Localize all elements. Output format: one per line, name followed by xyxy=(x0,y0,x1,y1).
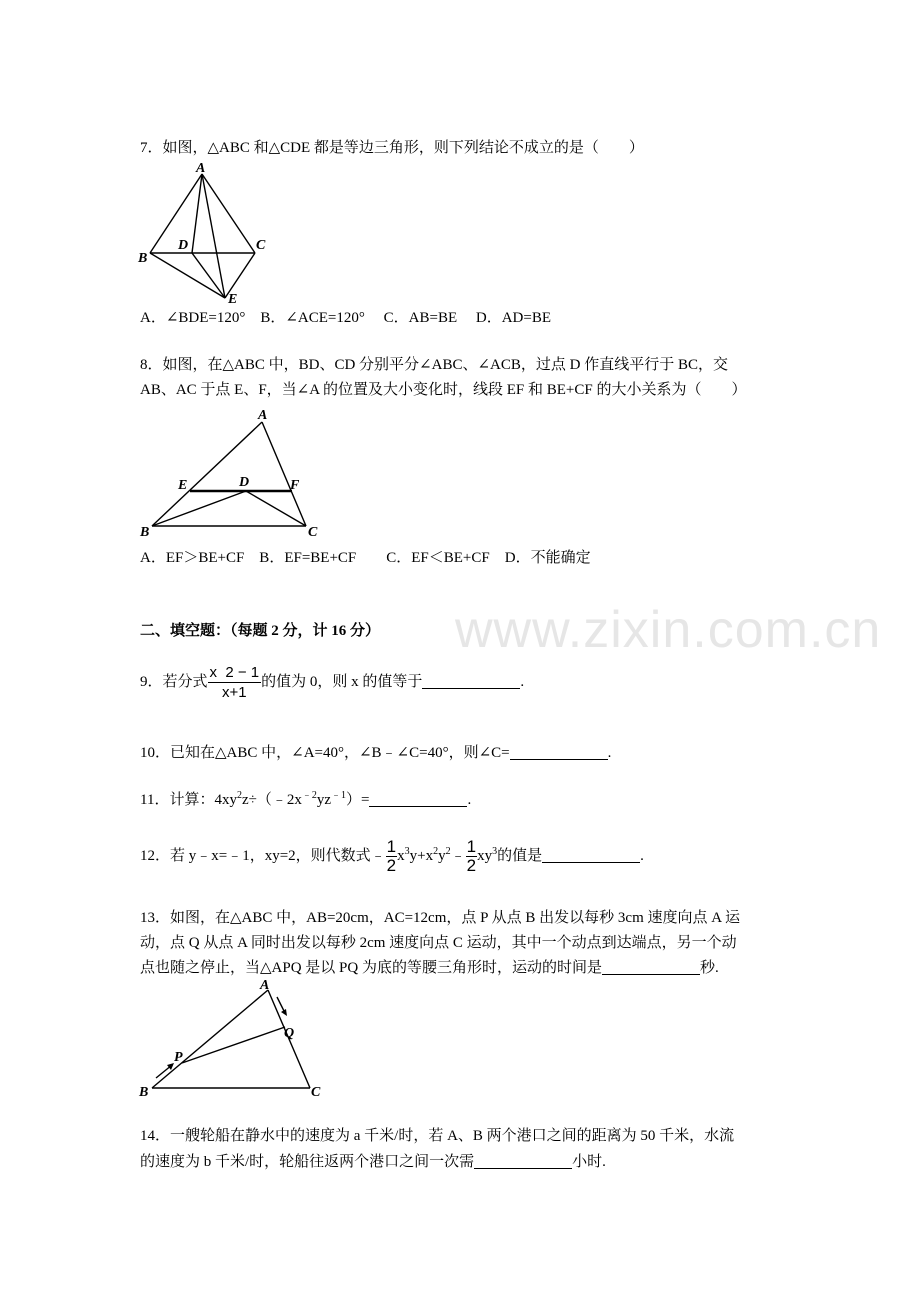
q7-figure xyxy=(130,158,280,308)
q12-half-1-den: 2 xyxy=(386,856,397,876)
q11-part4: ）= xyxy=(346,792,370,808)
q12-e4: 3 xyxy=(492,846,498,857)
q7-label-a: A xyxy=(196,161,206,176)
q10-text: 10．已知在△ABC 中，∠A=40°，∠B﹣∠C=40°，则∠C= xyxy=(140,745,510,761)
q11-end: . xyxy=(467,792,472,808)
q9 xyxy=(140,658,524,706)
q9-denominator: x+1 xyxy=(222,684,247,702)
q9-numerator: x 2 − 1 xyxy=(209,664,260,682)
q8-label-e: E xyxy=(178,478,188,493)
q11-exp2: ﹣2 xyxy=(301,790,317,801)
q12-e2: 2 xyxy=(433,846,439,857)
q13-label-b: B xyxy=(139,1085,149,1100)
q7-options: A．∠BDE=120° B．∠ACE=120° C．AB=BE D．AD=BE xyxy=(140,310,551,326)
q14-line2 xyxy=(140,1152,606,1172)
q13-figure xyxy=(130,975,330,1100)
q9-suffix: 的值为 0，则 x 的值等于 xyxy=(261,674,423,690)
q13-label-p: P xyxy=(174,1050,183,1065)
q12-t5: xy xyxy=(477,848,493,864)
q7-label-d: D xyxy=(178,238,189,253)
q13-label-c: C xyxy=(311,1085,321,1100)
q8-label-c: C xyxy=(308,525,318,540)
q12-half-2-num: 1 xyxy=(466,837,477,857)
q12-end: . xyxy=(640,848,644,864)
q10 xyxy=(140,743,611,763)
q8-label-a: A xyxy=(258,408,268,423)
q14-line2-end: 小时. xyxy=(572,1154,606,1170)
q9-end: . xyxy=(520,674,525,690)
q13-line2: 动，点 Q 从点 A 同时出发以每秒 2cm 速度向点 C 运动，其中一个动点到达端点，另一个动 xyxy=(140,935,737,951)
q12-t4: ﹣ xyxy=(450,848,466,864)
q11 xyxy=(140,790,471,810)
q12-t1: x xyxy=(397,848,405,864)
q12-half-2 xyxy=(466,838,477,875)
watermark: www.zixin.com.cn xyxy=(455,601,882,659)
q12-t3: y xyxy=(438,848,446,864)
q14-answer-blank[interactable] xyxy=(474,1152,572,1169)
q12-e1: 3 xyxy=(404,846,410,857)
q9-fraction xyxy=(208,664,262,701)
q13-label-a: A xyxy=(260,978,270,993)
q14-line1: 14．一艘轮船在静水中的速度为 a 千米/时，若 A、B 两个港口之间的距离为 50 千米，水流 xyxy=(140,1128,735,1144)
q7-label-e: E xyxy=(228,292,238,307)
q11-part2: z÷（﹣2x xyxy=(241,792,302,808)
q13-line3-end: 秒. xyxy=(699,960,719,976)
q7-stem: 7．如图，△ABC 和△CDE 都是等边三角形，则下列结论不成立的是（ ） xyxy=(140,140,644,156)
q9-answer-blank[interactable] xyxy=(422,672,520,689)
q8-label-f: F xyxy=(290,478,300,493)
q13-line1: 13．如图，在△ABC 中，AB=20cm，AC=12cm，点 P 从点 B 出发以每秒 3cm 速度向点 A 运 xyxy=(140,910,740,926)
q13-line3-text: 点也随之停止，当△APQ 是以 PQ 为底的等腰三角形时，运动的时间是 xyxy=(140,960,602,976)
q9-prefix: 9．若分式 xyxy=(140,674,208,690)
q12-half-1-num: 1 xyxy=(386,837,397,857)
q11-answer-blank[interactable] xyxy=(369,790,467,807)
q10-answer-blank[interactable] xyxy=(510,743,608,760)
q11-part1: 11．计算：4xy xyxy=(140,792,237,808)
q12 xyxy=(140,832,644,880)
q12-suffix: 的值是 xyxy=(497,848,543,864)
section-title: 二、填空题：（每题 2 分，计 16 分） xyxy=(140,623,381,639)
q7-label-c: C xyxy=(256,238,266,253)
q8-stem-line1: 8．如图，在△ABC 中，BD、CD 分别平分∠ABC、∠ACB，过点 D 作直线平行于 BC，交 xyxy=(140,357,728,373)
q11-part3: yz xyxy=(316,792,332,808)
q12-half-1 xyxy=(386,838,397,875)
q12-answer-blank[interactable] xyxy=(542,846,640,863)
q8-options: A．EF＞BE+CF B．EF=BE+CF C．EF＜BE+CF D．不能确定 xyxy=(140,550,591,566)
q11-exp3: ﹣1 xyxy=(331,790,347,801)
q14-line2-text: 的速度为 b 千米/时，轮船往返两个港口之间一次需 xyxy=(140,1154,475,1170)
q13-answer-blank[interactable] xyxy=(602,958,700,975)
q13-label-q: Q xyxy=(284,1026,295,1041)
q12-e3: 2 xyxy=(445,846,451,857)
q12-prefix: 12．若 y﹣x=﹣1，xy=2，则代数式﹣ xyxy=(140,848,386,864)
q12-t2: y+x xyxy=(409,848,434,864)
q8-figure xyxy=(130,400,330,545)
q8-label-d: D xyxy=(239,475,250,490)
q10-end: . xyxy=(607,745,612,761)
q8-stem-line2: AB、AC 于点 E、F，当∠A 的位置及大小变化时，线段 EF 和 BE+CF 的大小关系为（ ） xyxy=(140,382,747,398)
q7-label-b: B xyxy=(138,251,148,266)
q8-label-b: B xyxy=(140,525,150,540)
q11-exp1: 2 xyxy=(236,790,242,801)
q12-half-2-den: 2 xyxy=(466,856,477,876)
